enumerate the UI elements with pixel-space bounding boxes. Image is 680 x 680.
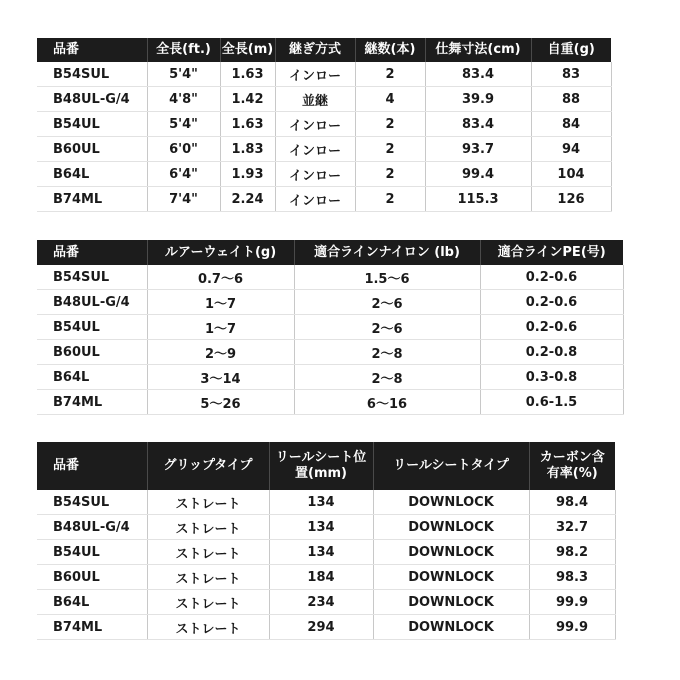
table-cell: 39.9 — [425, 87, 531, 112]
table-cell: 2 — [355, 112, 425, 137]
model-number-cell: B54SUL — [37, 62, 147, 87]
model-number-cell: B54UL — [37, 112, 147, 137]
header-cell: リールシートタイプ — [373, 442, 529, 490]
header-cell: 品番 — [37, 240, 147, 265]
table-cell: DOWNLOCK — [373, 490, 529, 515]
table-row — [37, 615, 615, 640]
header-cell: 全長(m) — [220, 38, 275, 62]
table-row — [37, 565, 615, 590]
table-cell: 83.4 — [425, 62, 531, 87]
table-header-row — [37, 240, 623, 265]
table-row — [37, 315, 623, 340]
table-cell: 2 — [355, 162, 425, 187]
table-cell: 99.9 — [529, 615, 615, 640]
table-cell: ストレート — [147, 515, 269, 540]
table-row — [37, 490, 615, 515]
header-cell: 品番 — [37, 442, 147, 490]
table-cell: インロー — [275, 162, 355, 187]
table-cell: 1.63 — [220, 112, 275, 137]
table-cell: 1.93 — [220, 162, 275, 187]
header-cell: グリップタイプ — [147, 442, 269, 490]
table-cell: 83 — [531, 62, 611, 87]
table-cell: DOWNLOCK — [373, 590, 529, 615]
table-cell: 32.7 — [529, 515, 615, 540]
table-cell: 2 — [355, 187, 425, 212]
table-cell: 0.2-0.6 — [480, 315, 623, 340]
table-row — [37, 365, 623, 390]
table-row — [37, 290, 623, 315]
table-cell: 7'4" — [147, 187, 220, 212]
table-cell: 2〜8 — [294, 340, 480, 365]
header-cell: カーボン含有率(%) — [529, 442, 615, 490]
table-row — [37, 112, 611, 137]
table-cell: 1.42 — [220, 87, 275, 112]
table-cell: 294 — [269, 615, 373, 640]
table-cell: 115.3 — [425, 187, 531, 212]
header-cell: 全長(ft.) — [147, 38, 220, 62]
model-number-cell: B74ML — [37, 390, 147, 415]
table-cell: インロー — [275, 187, 355, 212]
model-number-cell: B60UL — [37, 565, 147, 590]
table-cell: 0.3-0.8 — [480, 365, 623, 390]
table-cell: 2.24 — [220, 187, 275, 212]
table-cell: 2〜9 — [147, 340, 294, 365]
header-cell: 継数(本) — [355, 38, 425, 62]
table-row — [37, 62, 611, 87]
model-number-cell: B54SUL — [37, 490, 147, 515]
table-cell: 4 — [355, 87, 425, 112]
table-cell: 0.2-0.8 — [480, 340, 623, 365]
table-cell: 234 — [269, 590, 373, 615]
table-cell: 2 — [355, 137, 425, 162]
table-cell: ストレート — [147, 540, 269, 565]
table-row — [37, 515, 615, 540]
model-number-cell: B60UL — [37, 137, 147, 162]
table-cell: インロー — [275, 62, 355, 87]
header-cell: リールシート位置(mm) — [269, 442, 373, 490]
table-cell: ストレート — [147, 490, 269, 515]
table-cell: 84 — [531, 112, 611, 137]
table-cell: 134 — [269, 490, 373, 515]
table-cell: 99.4 — [425, 162, 531, 187]
model-number-cell: B64L — [37, 162, 147, 187]
table-cell: 0.7〜6 — [147, 265, 294, 290]
table-row — [37, 137, 611, 162]
table-cell: 0.6-1.5 — [480, 390, 623, 415]
table-cell: 5'4" — [147, 62, 220, 87]
table-cell: 0.2-0.6 — [480, 265, 623, 290]
header-cell: 適合ラインナイロン (lb) — [294, 240, 480, 265]
table-cell: 1.83 — [220, 137, 275, 162]
header-cell: 自重(g) — [531, 38, 611, 62]
table-cell: 126 — [531, 187, 611, 212]
table-cell: 184 — [269, 565, 373, 590]
table-cell: 99.9 — [529, 590, 615, 615]
model-number-cell: B74ML — [37, 187, 147, 212]
table-cell: ストレート — [147, 615, 269, 640]
table-cell: DOWNLOCK — [373, 515, 529, 540]
table-header-row — [37, 442, 615, 490]
table-cell: 3〜14 — [147, 365, 294, 390]
table-cell: 83.4 — [425, 112, 531, 137]
spec-table-grip-reelseat — [37, 442, 616, 640]
table-cell: 1.5〜6 — [294, 265, 480, 290]
table-row — [37, 540, 615, 565]
model-number-cell: B64L — [37, 590, 147, 615]
model-number-cell: B60UL — [37, 340, 147, 365]
table-cell: 98.3 — [529, 565, 615, 590]
table-cell: 6〜16 — [294, 390, 480, 415]
spec-table-line-weight — [37, 240, 624, 415]
table-cell: 2 — [355, 62, 425, 87]
table-cell: 98.2 — [529, 540, 615, 565]
table-row — [37, 87, 611, 112]
table-cell: 5〜26 — [147, 390, 294, 415]
table-cell: 134 — [269, 515, 373, 540]
model-number-cell: B74ML — [37, 615, 147, 640]
table-cell: DOWNLOCK — [373, 540, 529, 565]
table-cell: 1.63 — [220, 62, 275, 87]
header-cell: ルアーウェイト(g) — [147, 240, 294, 265]
model-number-cell: B54UL — [37, 315, 147, 340]
table-cell: 1〜7 — [147, 290, 294, 315]
table-cell: 1〜7 — [147, 315, 294, 340]
table-cell: インロー — [275, 137, 355, 162]
model-number-cell: B48UL-G/4 — [37, 290, 147, 315]
model-number-cell: B48UL-G/4 — [37, 87, 147, 112]
table-cell: 4'8" — [147, 87, 220, 112]
table-cell: ストレート — [147, 565, 269, 590]
table-cell: 0.2-0.6 — [480, 290, 623, 315]
table-cell: 134 — [269, 540, 373, 565]
table-cell: DOWNLOCK — [373, 615, 529, 640]
table-cell: 94 — [531, 137, 611, 162]
table-cell: ストレート — [147, 590, 269, 615]
table-row — [37, 265, 623, 290]
header-cell: 仕舞寸法(cm) — [425, 38, 531, 62]
table-row — [37, 340, 623, 365]
table-row — [37, 390, 623, 415]
table-cell: 98.4 — [529, 490, 615, 515]
table-cell: 6'0" — [147, 137, 220, 162]
model-number-cell: B64L — [37, 365, 147, 390]
table-cell: 2〜6 — [294, 315, 480, 340]
table-cell: 2〜8 — [294, 365, 480, 390]
model-number-cell: B48UL-G/4 — [37, 515, 147, 540]
header-cell: 適合ラインPE(号) — [480, 240, 623, 265]
table-cell: インロー — [275, 112, 355, 137]
table-row — [37, 162, 611, 187]
table-cell: 93.7 — [425, 137, 531, 162]
table-cell: 88 — [531, 87, 611, 112]
table-cell: 5'4" — [147, 112, 220, 137]
table-cell: 2〜6 — [294, 290, 480, 315]
header-cell: 品番 — [37, 38, 147, 62]
model-number-cell: B54SUL — [37, 265, 147, 290]
table-cell: 6'4" — [147, 162, 220, 187]
table-header-row — [37, 38, 611, 62]
model-number-cell: B54UL — [37, 540, 147, 565]
table-cell: 104 — [531, 162, 611, 187]
table-row — [37, 590, 615, 615]
table-cell: DOWNLOCK — [373, 565, 529, 590]
header-cell: 継ぎ方式 — [275, 38, 355, 62]
table-cell: 並継 — [275, 87, 355, 112]
spec-table-dimensions — [37, 38, 612, 212]
table-row — [37, 187, 611, 212]
